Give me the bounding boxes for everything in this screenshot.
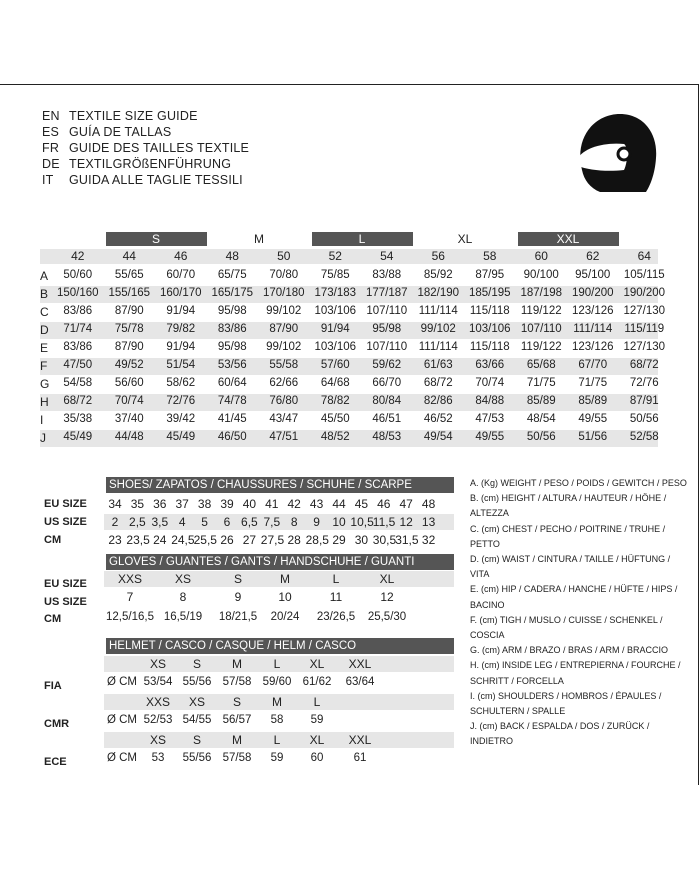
table-cell: 85/89: [578, 395, 608, 407]
shoe-size: 10: [332, 515, 346, 529]
helmet-title: HELMET / CASCO / CASQUE / HELM / CASCO: [106, 638, 454, 654]
table-cell: 115/118: [469, 305, 510, 317]
shoe-size: 7,5: [263, 515, 281, 529]
glove-cm: 20/24: [270, 611, 300, 623]
table-cell: 72/76: [629, 377, 659, 389]
table-cell: 87/90: [114, 305, 144, 317]
table-cell: 170/180: [262, 287, 305, 299]
shoe-size: 28,5: [305, 533, 329, 547]
helmet-size: XS: [149, 657, 166, 671]
table-cell: 87/90: [269, 323, 299, 335]
legend-line: A. (Kg) WEIGHT / PESO / POIDS / GEWITCH / PESO: [470, 478, 687, 488]
shoe-size: 32: [421, 533, 436, 547]
language-title: GUIDE DES TAILLES TEXTILE: [69, 141, 250, 155]
table-cell: 123/126: [571, 305, 614, 317]
helmet-size: M: [232, 657, 242, 671]
legend-line: I. (cm) SHOULDERS / HOMBROS / ÉPAULES /: [470, 690, 662, 701]
shoe-size: 36: [153, 497, 167, 511]
table-cell: 65/75: [217, 269, 247, 281]
helmet-size: XXS: [145, 695, 170, 709]
table-cell: 63/66: [475, 359, 505, 371]
size-number: 58: [483, 249, 497, 263]
shoe-size: 23,5: [126, 533, 150, 547]
table-cell: 127/130: [623, 341, 666, 353]
table-cell: 45/50: [320, 413, 350, 425]
shoes-title: SHOES/ ZAPATOS / CHAUSSURES / SCHUHE / SCARPE: [106, 477, 454, 493]
table-cell: 49/55: [578, 413, 608, 425]
table-cell: 76/80: [269, 395, 299, 407]
legend-line: B. (cm) HEIGHT / ALTURA / HAUTEUR / HÖHE / ALTEZZA: [470, 493, 667, 519]
table-cell: 105/115: [623, 269, 665, 281]
helmet-value: 55/56: [182, 752, 212, 764]
glove-us: 10: [278, 590, 292, 604]
size-number: 44: [122, 249, 136, 263]
helmet-size: XS: [149, 733, 166, 747]
table-cell: 70/74: [475, 377, 505, 389]
helmet-size: L: [313, 695, 321, 709]
table-cell: 46/51: [372, 413, 402, 425]
standard-name: ECE: [44, 756, 67, 768]
table-cell: 99/102: [266, 305, 302, 317]
shoe-size: 44: [332, 497, 346, 511]
helmet-value: 57/58: [222, 676, 252, 688]
table-cell: 72/76: [166, 395, 196, 407]
table-cell: 111/114: [573, 323, 613, 335]
table-cell: 87/90: [114, 341, 144, 353]
table-cell: 95/98: [372, 323, 402, 335]
table-cell: 177/187: [365, 287, 408, 299]
table-cell: 119/122: [520, 305, 562, 317]
table-cell: 107/110: [366, 305, 408, 317]
table-cell: 60/70: [166, 269, 196, 281]
table-cell: 95/98: [217, 305, 247, 317]
helmet-value: 59: [270, 752, 284, 764]
language-code: ES: [42, 125, 60, 139]
helmet-value: 53: [151, 752, 165, 764]
row-key: E: [40, 341, 49, 355]
table-cell: 53/56: [217, 359, 247, 371]
helmet-size: XL: [309, 657, 325, 671]
shoe-size: 24: [153, 533, 167, 547]
shoe-size: 31,5: [395, 533, 419, 547]
helmet-size: XL: [309, 733, 325, 747]
title-line: [42, 108, 249, 124]
table-cell: 45/49: [166, 431, 196, 443]
shoe-size: 8: [290, 515, 298, 529]
table-cell: 107/110: [520, 323, 562, 335]
size-group-label: S: [151, 232, 160, 246]
table-cell: 50/56: [629, 413, 659, 425]
legend-line: C. (cm) CHEST / PECHO / POITRINE / TRUHE / PETTO: [470, 523, 666, 549]
table-cell: 90/100: [523, 269, 559, 281]
shoe-size: 9: [313, 515, 320, 529]
table-cell: 43/47: [269, 413, 299, 425]
legend-line: SCHULTERN / SPALLE: [470, 706, 566, 717]
table-cell: 70/80: [269, 269, 299, 281]
legend-line: G. (cm) ARM / BRAZO / BRAS / ARM / BRACCIO: [470, 645, 669, 656]
shoe-size: 23: [108, 533, 122, 547]
row-label: EU SIZE: [44, 498, 87, 510]
helmet-value: 63/64: [345, 676, 375, 688]
table-cell: 75/78: [114, 323, 144, 335]
row-label: EU SIZE: [44, 578, 87, 590]
unit-label: Ø CM: [106, 752, 138, 764]
shoe-size: 27: [242, 533, 257, 547]
table-cell: 83/86: [63, 305, 93, 317]
legend-line: D. (cm) WAIST / CINTURA / TAILLE / HÜFTUNG / VITA: [470, 554, 671, 580]
gloves-title: GLOVES / GUANTES / GANTS / HANDSCHUHE / GUANTI: [106, 554, 454, 570]
table-cell: 41/45: [217, 413, 247, 425]
table-cell: 51/54: [166, 359, 196, 371]
helmet-value: 55/56: [182, 676, 212, 688]
table-cell: 160/170: [159, 287, 202, 299]
shoe-size: 38: [197, 497, 212, 511]
table-cell: 111/114: [418, 305, 458, 317]
glove-size: M: [280, 572, 290, 586]
helmet-value: 58: [270, 714, 284, 726]
shoe-size: 28: [287, 533, 301, 547]
table-cell: 103/106: [314, 305, 357, 317]
table-cell: 99/102: [420, 323, 456, 335]
shoe-size: 48: [421, 497, 436, 511]
size-number: 52: [328, 249, 342, 263]
table-cell: 68/72: [629, 359, 659, 371]
table-cell: 67/70: [578, 359, 608, 371]
helmet-size: S: [192, 733, 201, 747]
language-title: TEXTILGRÖßENFÜHRUNG: [69, 157, 232, 171]
glove-us: 7: [126, 590, 134, 604]
table-cell: 74/78: [217, 395, 247, 407]
table-cell: 85/92: [423, 269, 453, 281]
row-key: C: [40, 305, 49, 319]
helmet-size: M: [232, 733, 242, 747]
legend-line: E. (cm) HIP / CADERA / HANCHE / HÜFTE / HIPS / BACINO: [470, 584, 678, 610]
table-cell: 82/86: [423, 395, 453, 407]
row-key: G: [40, 377, 50, 391]
helmet-value: 61/62: [302, 676, 332, 688]
table-cell: 55/58: [269, 359, 299, 371]
row-label: US SIZE: [44, 596, 87, 608]
table-cell: 61/63: [423, 359, 453, 371]
row-label: CM: [44, 613, 62, 625]
title-line: [42, 156, 249, 172]
size-number: 64: [637, 249, 651, 263]
shoe-size: 37: [175, 497, 189, 511]
table-cell: 80/84: [372, 395, 402, 407]
table-cell: 83/86: [217, 323, 247, 335]
row-key: D: [40, 323, 49, 337]
table-cell: 83/88: [372, 269, 402, 281]
table-cell: 111/114: [418, 341, 458, 353]
row-key: A: [40, 269, 49, 283]
table-cell: 50/56: [526, 431, 556, 443]
table-cell: 185/195: [468, 287, 511, 299]
table-cell: 87/95: [475, 269, 505, 281]
shoe-size: 43: [309, 497, 324, 511]
title-block: [42, 108, 249, 188]
shoe-size: 10,5: [350, 515, 374, 529]
table-cell: 165/175: [211, 287, 254, 299]
table-cell: 182/190: [417, 287, 460, 299]
glove-cm: 16,5/19: [163, 611, 203, 623]
table-cell: 48/54: [526, 413, 556, 425]
table-cell: 45/49: [63, 431, 93, 443]
table-cell: 54/58: [63, 377, 93, 389]
table-cell: 70/74: [114, 395, 144, 407]
helmet-value: 57/58: [222, 752, 252, 764]
table-cell: 47/51: [269, 431, 299, 443]
table-cell: 44/48: [114, 431, 144, 443]
row-label: CM: [44, 534, 62, 546]
size-number: 46: [174, 249, 188, 263]
size-group-label: XL: [457, 232, 473, 246]
size-group-label: L: [358, 232, 366, 246]
row-key: I: [40, 413, 44, 427]
shoe-size: 12: [399, 515, 413, 529]
table-cell: 99/102: [266, 341, 302, 353]
table-cell: 150/160: [56, 287, 99, 299]
size-group-label: M: [254, 232, 264, 246]
table-cell: 52/58: [629, 431, 659, 443]
table-cell: 50/60: [63, 269, 93, 281]
table-cell: 79/82: [166, 323, 196, 335]
size-group-label: XXL: [556, 232, 580, 246]
table-cell: 39/42: [166, 413, 196, 425]
language-code: DE: [42, 157, 60, 171]
table-cell: 84/88: [475, 395, 505, 407]
table-cell: 78/82: [320, 395, 350, 407]
legend-line: SCHRITT / FORCELLA: [470, 675, 564, 686]
glove-size: XXS: [117, 572, 142, 586]
table-cell: 190/200: [623, 287, 666, 299]
table-cell: 91/94: [320, 323, 350, 335]
helmet-size: L: [273, 733, 281, 747]
table-cell: 103/106: [468, 323, 511, 335]
shoe-size: 11,5: [372, 515, 396, 529]
table-cell: 47/50: [63, 359, 93, 371]
language-code: EN: [42, 109, 60, 123]
shoe-size: 25,5: [193, 533, 217, 547]
table-cell: 62/66: [269, 377, 299, 389]
helmet-value: 54/55: [182, 714, 212, 726]
table-cell: 123/126: [571, 341, 614, 353]
helmet-size: XXL: [348, 657, 372, 671]
table-cell: 59/62: [372, 359, 402, 371]
title-line: [42, 172, 249, 188]
table-cell: 187/198: [520, 287, 563, 299]
size-number: 48: [225, 249, 239, 263]
shoe-size: 47: [399, 497, 413, 511]
helmet-value: 60: [310, 752, 324, 764]
table-cell: 71/75: [578, 377, 608, 389]
table-cell: 37/40: [114, 413, 144, 425]
table-cell: 49/52: [114, 359, 144, 371]
shoe-size: 6,5: [241, 515, 258, 529]
table-cell: 119/122: [520, 341, 562, 353]
helmet-value: 56/57: [222, 714, 252, 726]
table-cell: 65/68: [526, 359, 556, 371]
glove-size: S: [233, 572, 242, 586]
helmet-size: S: [232, 695, 241, 709]
language-title: GUIDA ALLE TAGLIE TESSILI: [69, 173, 243, 187]
table-cell: 127/130: [623, 305, 666, 317]
table-cell: 35/38: [63, 413, 93, 425]
language-title: GUÍA DE TALLAS: [69, 125, 172, 139]
table-cell: 46/50: [217, 431, 247, 443]
table-cell: 85/89: [526, 395, 556, 407]
helmet-value: 52/53: [143, 714, 173, 726]
shoe-size: 46: [377, 497, 391, 511]
shoe-size: 2,5: [129, 515, 146, 529]
shoe-size: 40: [242, 497, 257, 511]
helmet-icon: [570, 108, 660, 198]
table-cell: 48/53: [372, 431, 402, 443]
size-number: 60: [534, 249, 548, 263]
helmet-value: 53/54: [143, 676, 173, 688]
table-cell: 115/118: [469, 341, 510, 353]
glove-size: XL: [379, 572, 395, 586]
shoe-size: 34: [108, 497, 122, 511]
table-cell: 173/183: [314, 287, 357, 299]
table-cell: 68/72: [63, 395, 93, 407]
glove-cm: 12,5/16,5: [106, 611, 154, 623]
shoe-size: 3,5: [151, 515, 169, 529]
legend-line: F. (cm) TIGH / MUSLO / CUISSE / SCHENKEL / COSCIA: [470, 614, 663, 641]
row-key: J: [40, 431, 46, 445]
shoe-size: 42: [287, 497, 301, 511]
size-number: 62: [586, 249, 600, 263]
glove-us: 9: [234, 590, 242, 604]
table-cell: 71/74: [63, 323, 93, 335]
table-cell: 71/75: [526, 377, 556, 389]
row-key: F: [40, 359, 48, 373]
glove-us: 11: [329, 590, 343, 604]
unit-label: Ø CM: [106, 714, 138, 726]
glove-cm: 25,5/30: [367, 611, 407, 623]
unit-label: Ø CM: [106, 676, 138, 688]
legend-line: J. (cm) BACK / ESPALDA / DOS / ZURÜCK / INDIETRO: [470, 721, 650, 747]
standard-name: CMR: [44, 718, 70, 730]
table-cell: 51/56: [578, 431, 608, 443]
helmet-size: M: [272, 695, 282, 709]
table-cell: 91/94: [166, 341, 196, 353]
table-cell: 190/200: [571, 287, 614, 299]
table-cell: 49/54: [423, 431, 453, 443]
glove-cm: 23/26,5: [316, 611, 356, 623]
table-cell: 83/86: [63, 341, 93, 353]
size-number: 56: [431, 249, 445, 263]
shoe-size: 29: [332, 533, 346, 547]
table-cell: 87/91: [629, 395, 659, 407]
glove-cm: 18/21,5: [218, 611, 258, 623]
helmet-value: 59: [310, 714, 324, 726]
standard-name: FIA: [44, 680, 62, 692]
shoe-size: 30,5: [372, 533, 397, 547]
measure-legend: [470, 476, 690, 750]
table-cell: 48/52: [320, 431, 350, 443]
table-cell: 68/72: [423, 377, 453, 389]
shoe-size: 27,5: [260, 533, 285, 547]
table-cell: 55/65: [114, 269, 144, 281]
shoe-size: 13: [421, 515, 436, 529]
table-cell: 57/60: [320, 359, 350, 371]
helmet-value: 61: [353, 752, 367, 764]
shoe-size: 2: [111, 515, 119, 529]
helmet-size: L: [273, 657, 281, 671]
table-cell: 58/62: [166, 377, 196, 389]
table-cell: 155/165: [108, 287, 151, 299]
shoe-size: 45: [354, 497, 369, 511]
row-key: B: [40, 287, 49, 301]
shoe-size: 39: [220, 497, 234, 511]
helmet-size: S: [192, 657, 201, 671]
table-cell: 56/60: [114, 377, 144, 389]
shoe-size: 35: [130, 497, 145, 511]
legend-line: H. (cm) INSIDE LEG / ENTREPIERNA / FOURCHE /: [470, 660, 681, 671]
shoe-size: 5: [201, 515, 208, 529]
title-line: [42, 124, 249, 140]
table-cell: 46/52: [423, 413, 453, 425]
language-title: TEXTILE SIZE GUIDE: [69, 109, 198, 123]
shoe-size: 30: [354, 533, 369, 547]
table-cell: 47/53: [475, 413, 505, 425]
glove-us: 8: [179, 590, 187, 604]
shoe-size: 24,5: [171, 533, 195, 547]
helmet-size: XS: [188, 695, 205, 709]
size-number: 42: [71, 249, 85, 263]
table-cell: 91/94: [166, 305, 196, 317]
table-cell: 103/106: [314, 341, 357, 353]
table-cell: 49/55: [475, 431, 505, 443]
shoe-size: 6: [223, 515, 231, 529]
title-line: [42, 140, 249, 156]
helmet-value: 59/60: [262, 676, 292, 688]
size-number: 54: [380, 249, 394, 263]
size-number: 50: [277, 249, 291, 263]
glove-size: XS: [174, 572, 191, 586]
table-cell: 60/64: [217, 377, 247, 389]
table-cell: 64/68: [320, 377, 350, 389]
table-cell: 115/119: [624, 323, 665, 335]
shoe-size: 41: [265, 497, 279, 511]
table-cell: 66/70: [372, 377, 402, 389]
glove-us: 12: [380, 590, 394, 604]
table-cell: 95/98: [217, 341, 247, 353]
shoe-size: 26: [220, 533, 234, 547]
glove-size: L: [332, 572, 340, 586]
table-cell: 75/85: [320, 269, 350, 281]
helmet-size: XXL: [348, 733, 372, 747]
row-key: H: [40, 395, 49, 409]
language-code: FR: [42, 141, 60, 155]
language-code: IT: [42, 173, 54, 187]
shoe-size: 4: [178, 515, 186, 529]
table-cell: 95/100: [575, 269, 611, 281]
table-cell: 107/110: [366, 341, 408, 353]
row-label: US SIZE: [44, 516, 87, 528]
